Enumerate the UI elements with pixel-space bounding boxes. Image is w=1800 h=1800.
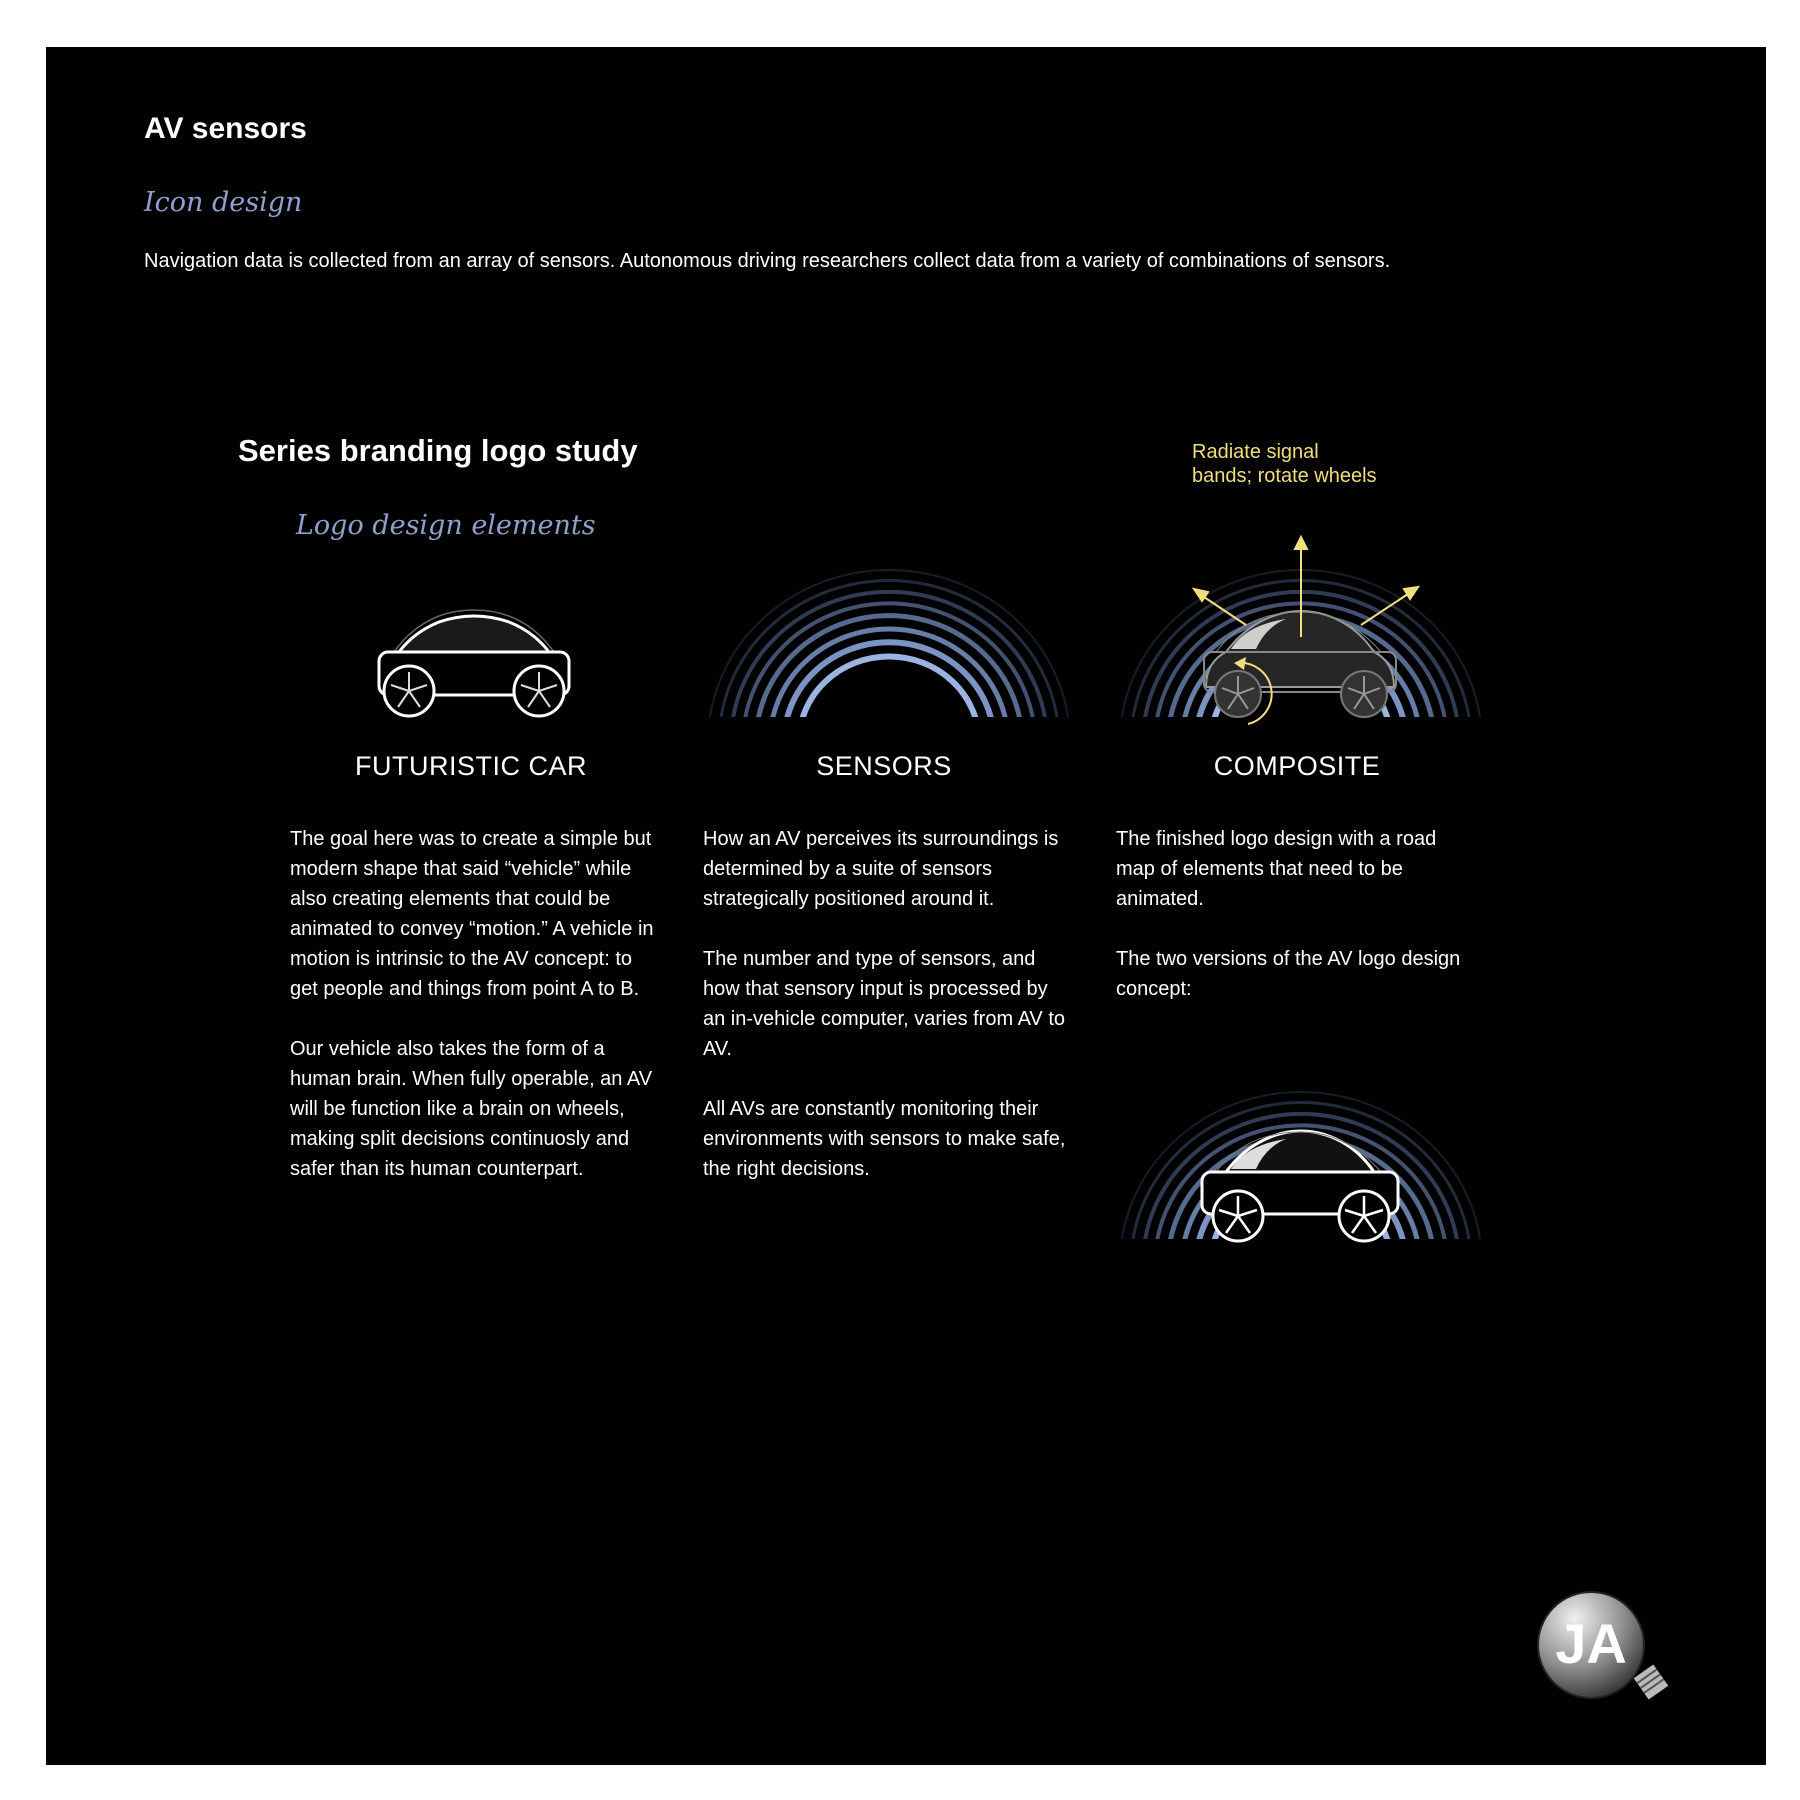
paragraph: The finished logo design with a road map of elements that need to be animated. bbox=[1116, 828, 1437, 910]
series-title: Series branding logo study bbox=[238, 433, 638, 468]
logo-text: JA bbox=[1555, 1612, 1627, 1675]
intro-text: Navigation data is collected from an array of sensors. Autonomous driving researchers collect data from a variety of combinations of sensors. bbox=[144, 250, 1391, 272]
final-logo-car-icon bbox=[1186, 1087, 1416, 1287]
animation-annotation bbox=[1192, 440, 1412, 488]
ja-brand-logo bbox=[1536, 1587, 1676, 1707]
annotation-line: Radiate signal bbox=[1192, 441, 1319, 463]
presentation-panel bbox=[46, 47, 1766, 1765]
column-label-futuristic-car: FUTURISTIC CAR bbox=[355, 751, 587, 781]
page-subtitle: Icon design bbox=[144, 187, 303, 218]
signal-arrows bbox=[1146, 527, 1466, 647]
paragraph: How an AV perceives its surroundings is determined by a suite of sensors strategically positioned around it. bbox=[703, 828, 1059, 910]
annotation-line: bands; rotate wheels bbox=[1192, 465, 1377, 487]
column-label-sensors: SENSORS bbox=[816, 751, 952, 781]
page-title: AV sensors bbox=[144, 112, 307, 145]
paragraph: The goal here was to create a simple but modern shape that said “vehicle” while also creating elements that could be animated to convey “motion.” A vehicle in motion is intrinsic to the AV concept: to get people and things from point A to B. bbox=[290, 828, 654, 1000]
logo-elements-subtitle: Logo design elements bbox=[296, 510, 596, 541]
sensor-bands-icon bbox=[694, 542, 1084, 717]
column-label-composite: COMPOSITE bbox=[1213, 751, 1381, 781]
paragraph: The number and type of sensors, and how that sensory input is processed by an in-vehicle computer, varies from AV to AV. bbox=[703, 948, 1066, 1060]
signal-band bbox=[743, 603, 1035, 742]
paragraph: The two versions of the AV logo design concept: bbox=[1116, 948, 1461, 1000]
column-text-composite bbox=[1116, 824, 1466, 1034]
column-text-sensors bbox=[703, 824, 1073, 1214]
column-text-futuristic-car bbox=[290, 824, 660, 1214]
paragraph: Our vehicle also takes the form of a human brain. When fully operable, an AV will be function like a brain on wheels, making split decisions continuosly and safer than its human counterpart. bbox=[290, 1038, 653, 1180]
paragraph: All AVs are constantly monitoring their environments with sensors to make safe, the right decisions. bbox=[703, 1098, 1066, 1180]
signal-band bbox=[799, 657, 979, 743]
futuristic-car-icon bbox=[364, 592, 584, 722]
